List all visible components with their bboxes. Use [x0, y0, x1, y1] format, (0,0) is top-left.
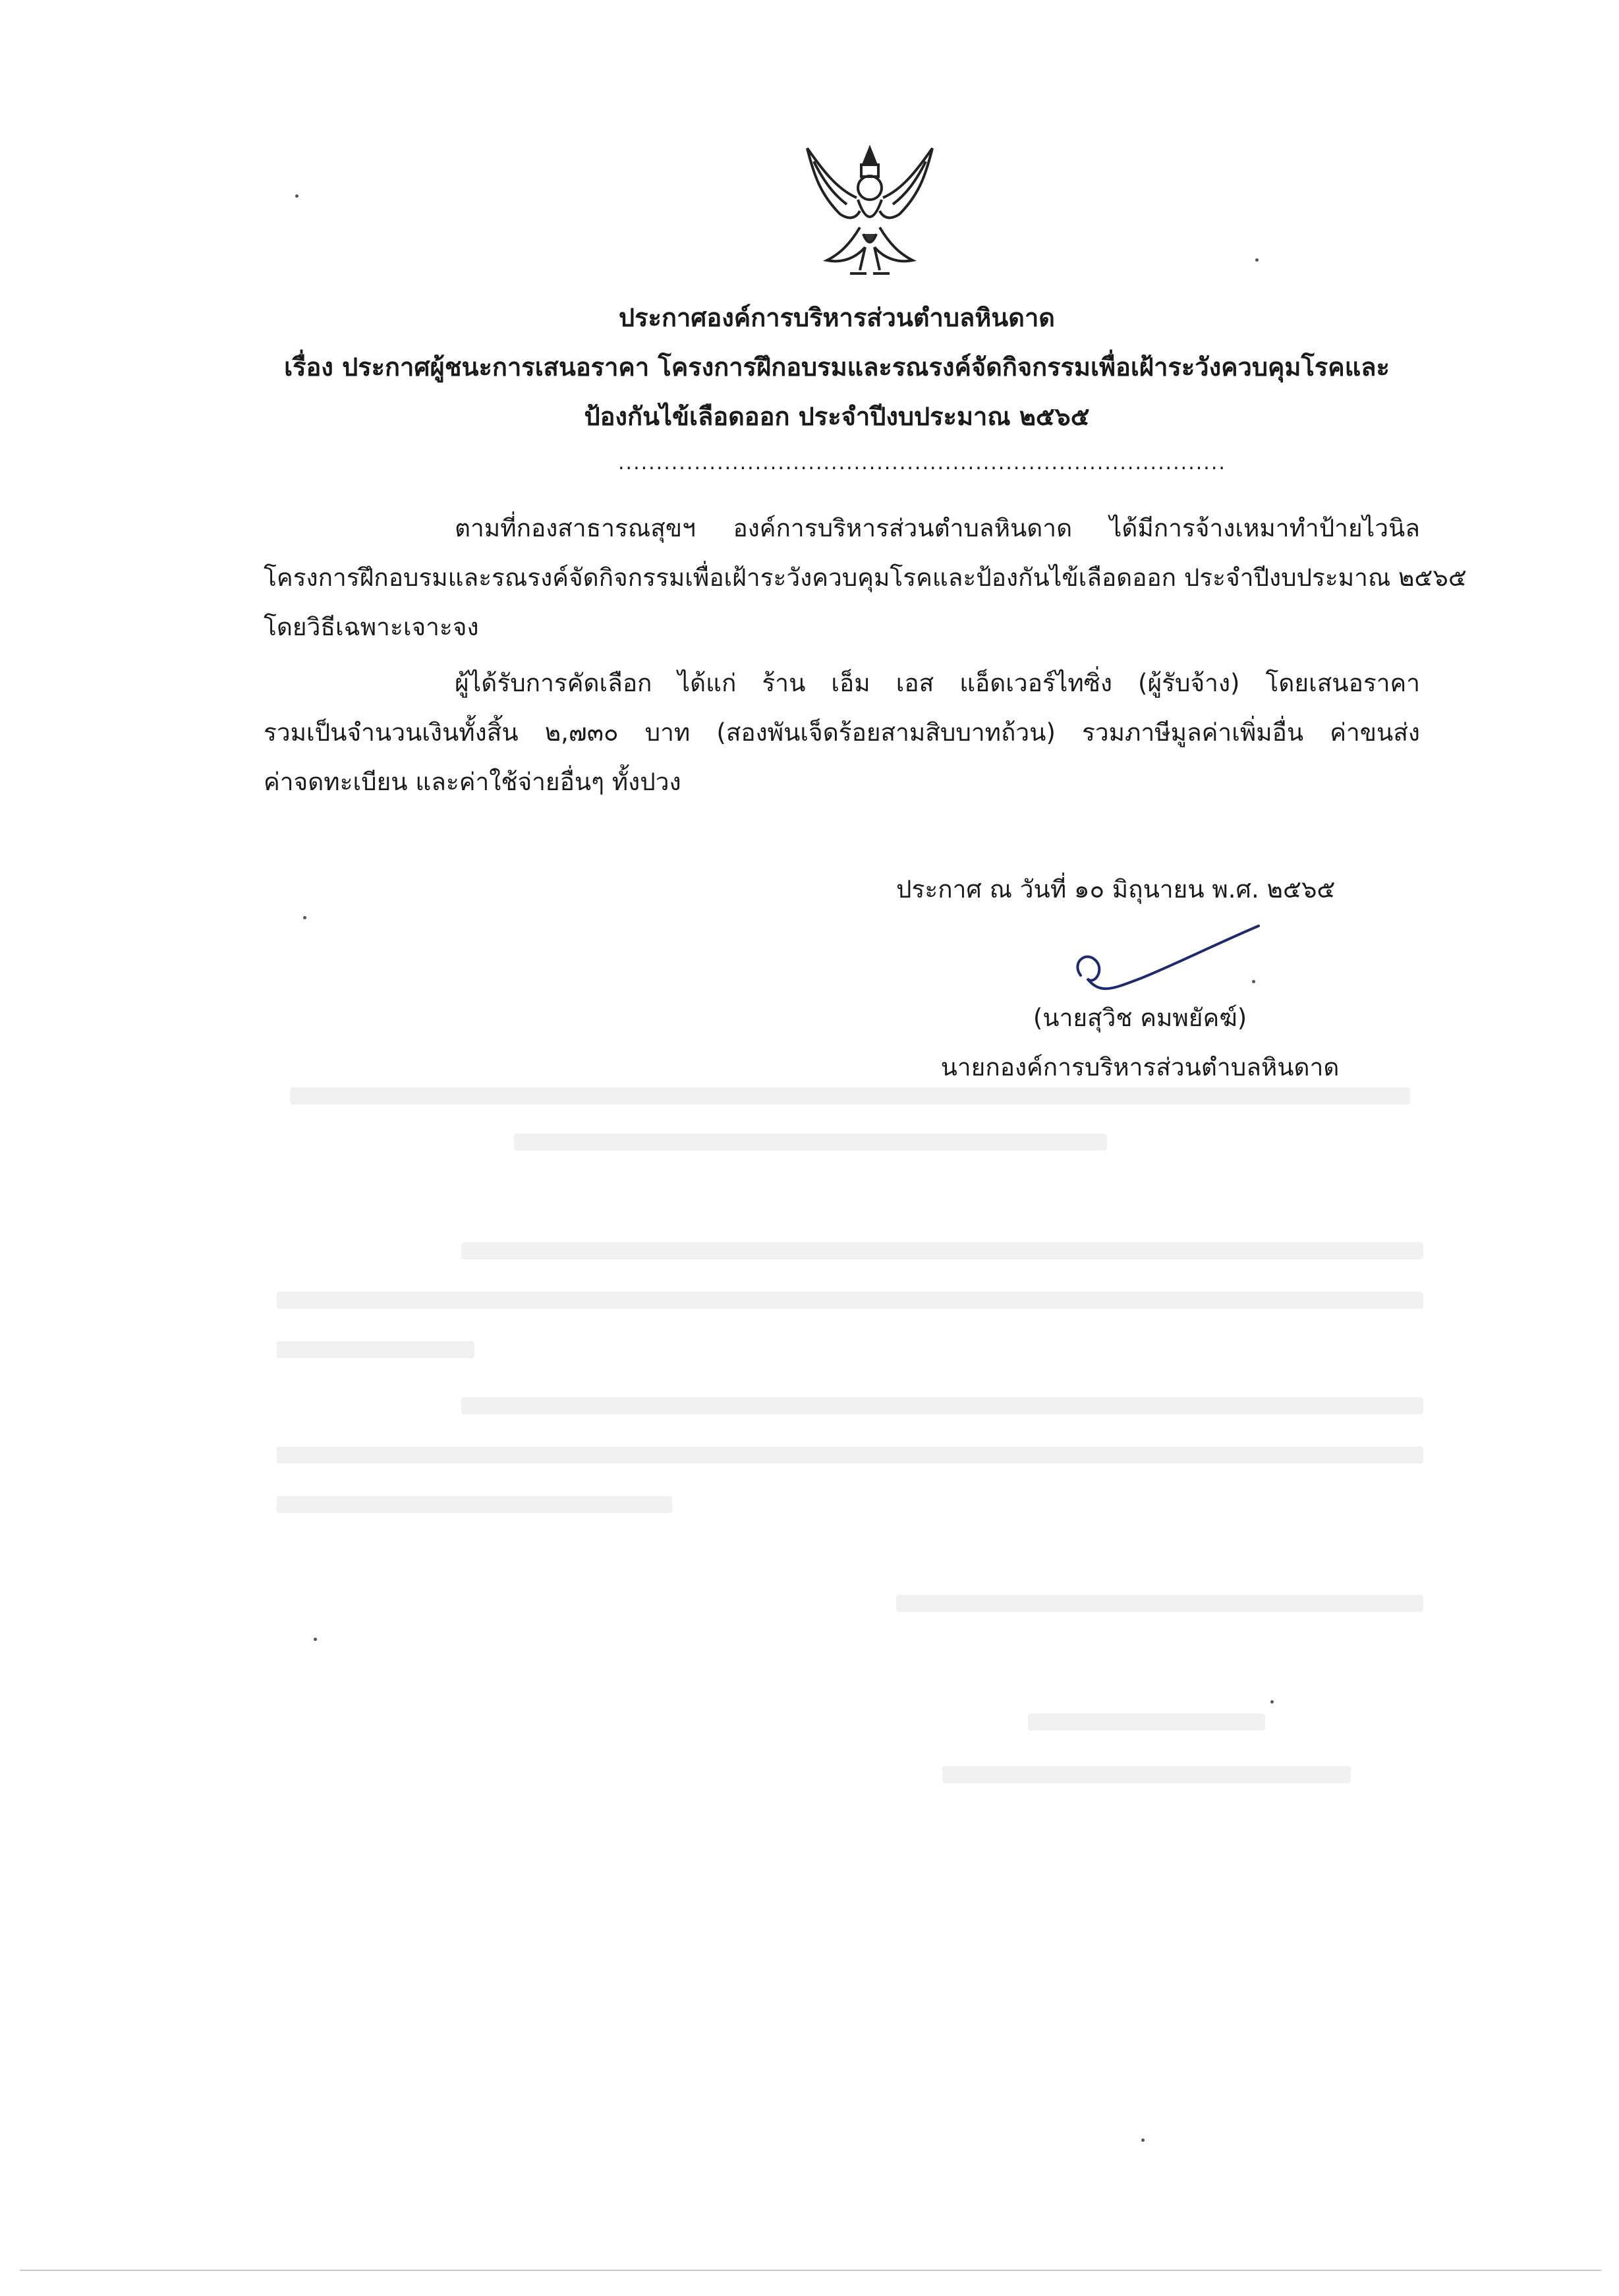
signer-name: (นายสุวิช คมพยัคฆ์)	[1033, 1004, 1247, 1032]
bleed-through-mark	[277, 1292, 1423, 1309]
announcement-date: ประกาศ ณ วันที่ ๑๐ มิถุนายน พ.ศ. ๒๕๖๕	[896, 875, 1336, 904]
scan-speck	[303, 916, 306, 919]
title-separator: ................................................................................	[618, 451, 1226, 474]
signer-title: นายกองค์การบริหารส่วนตำบลหินดาด	[940, 1053, 1340, 1081]
bleed-through-mark	[277, 1341, 474, 1358]
bleed-through-mark	[896, 1595, 1423, 1612]
bleed-through-mark	[514, 1134, 1107, 1151]
bleed-through-mark	[290, 1087, 1410, 1105]
paragraph-1-line-3: โดยวิธีเฉพาะเจาะจง	[264, 613, 479, 641]
announcement-subject-line-2: ป้องกันไข้เลือดออก ประจำปีงบประมาณ ๒๕๖๕	[584, 402, 1090, 431]
scan-speck	[1255, 258, 1259, 262]
bleed-through-mark	[461, 1242, 1423, 1259]
bleed-through-mark	[461, 1397, 1423, 1414]
page-bottom-edge	[20, 2270, 1601, 2271]
announcement-title: ประกาศองค์การบริหารส่วนตำบลหินดาด	[619, 303, 1055, 332]
announcement-subject-line-1: เรื่อง ประกาศผู้ชนะการเสนอราคา โครงการฝึกอบรมและรณรงค์จัดกิจกรรมเพื่อเฝ้าระวังควบคุมโรคและ	[284, 353, 1390, 382]
scan-speck	[295, 194, 298, 198]
scan-speck	[1141, 2138, 1145, 2142]
scan-speck	[314, 1638, 317, 1641]
garuda-emblem-icon	[787, 135, 952, 287]
bleed-through-mark	[277, 1496, 672, 1513]
bleed-through-mark	[942, 1766, 1351, 1783]
bleed-through-mark	[1028, 1713, 1265, 1731]
scan-speck	[1252, 980, 1255, 983]
paragraph-1-line-2: โครงการฝึกอบรมและรณรงค์จัดกิจกรรมเพื่อเฝ้าระวังควบคุมโรคและป้องกันไข้เลือดออก ประจำปีงบประมาณ ๒๕๖๕	[264, 563, 1467, 592]
paragraph-2-line-3: ค่าจดทะเบียน และค่าใช้จ่ายอื่นๆ ทั้งปวง	[264, 768, 681, 796]
scan-speck	[1270, 1700, 1274, 1704]
paragraph-2-line-1: ผู้ได้รับการคัดเลือก ได้แก่ ร้าน เอ็ม เอส แอ็ดเวอร์ไทซิ่ง (ผู้รับจ้าง) โดยเสนอราคา	[455, 669, 1420, 697]
paragraph-2-line-2: รวมเป็นจำนวนเงินทั้งสิ้น ๒,๗๓๐ บาท (สองพันเจ็ดร้อยสามสิบบาทถ้วน) รวมภาษีมูลค่าเพิ่มอื่น ค่าขนส่ง	[264, 718, 1420, 747]
paragraph-1-line-1: ตามที่กองสาธารณสุขฯ องค์การบริหารส่วนตำบลหินดาด ได้มีการจ้างเหมาทำป้ายไวนิล	[455, 514, 1420, 542]
bleed-through-mark	[277, 1447, 1423, 1464]
